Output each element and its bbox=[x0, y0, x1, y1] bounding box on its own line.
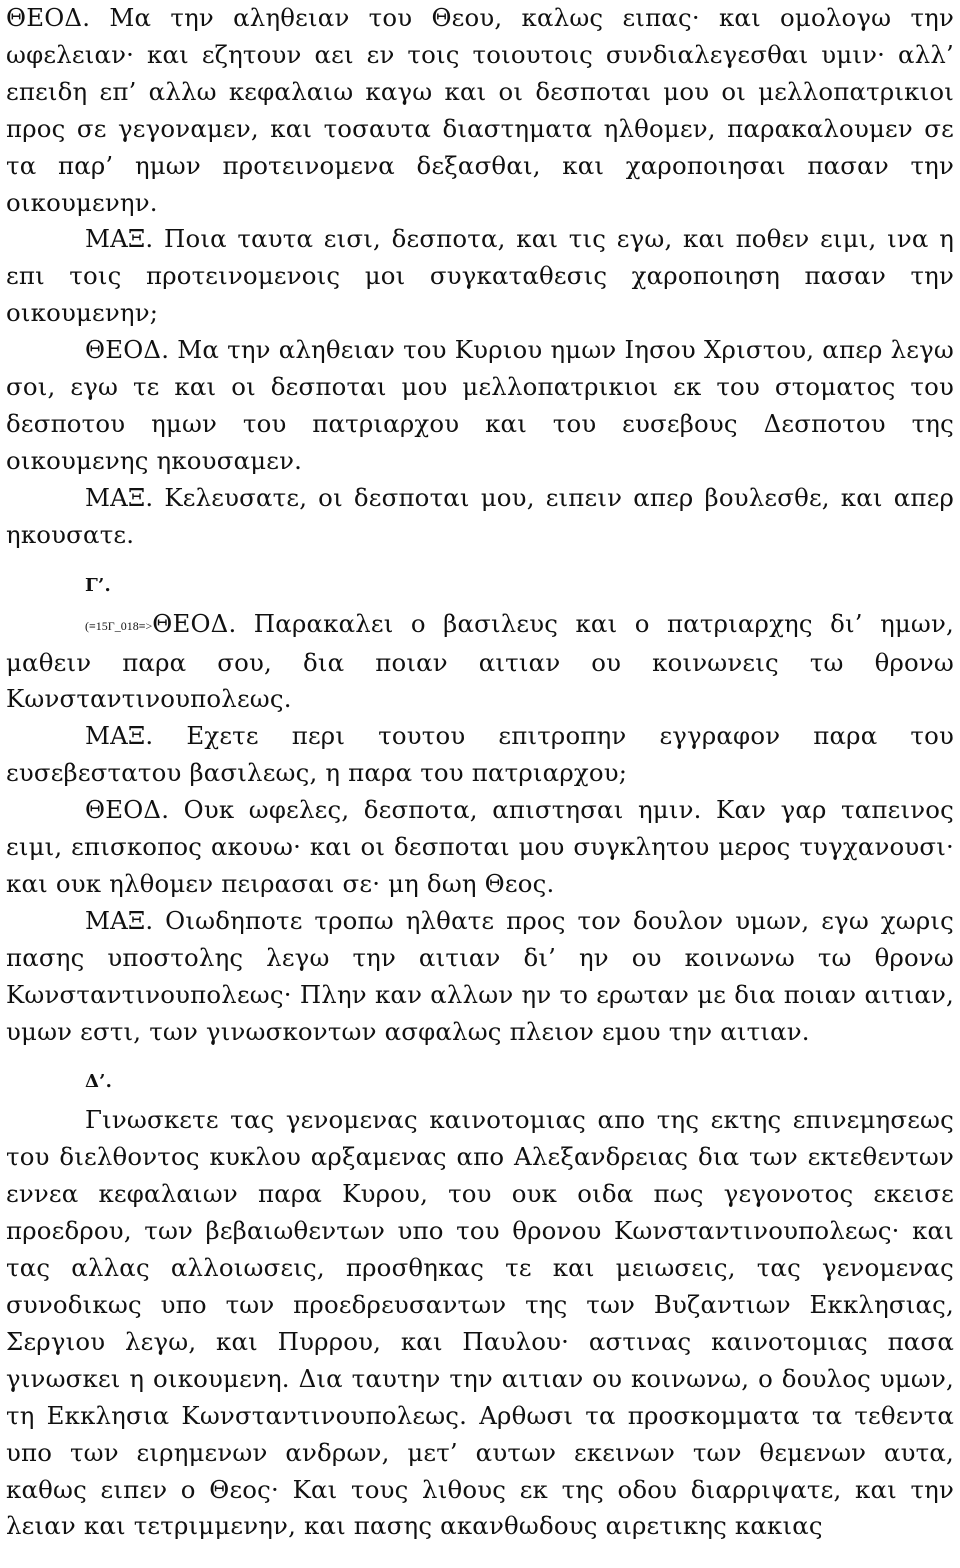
paragraph-text: Μα την αληθειαν του Κυριου ημων Ιησου Χριστου, απερ λεγω σοι, εγω τε και οι δεσποται μου μελλοπατρικιοι εκ του στοματος του δεσποτου ημων του πατριαρχου και του ευσεβους Δεσποτου της οικουμενης ηκουσαμεν. bbox=[6, 335, 954, 475]
speaker-label: ΘΕΟΔ. bbox=[85, 335, 170, 365]
page-marker: (≡15Γ_018≡> bbox=[85, 618, 153, 633]
speaker-label: ΜΑΞ. bbox=[85, 482, 154, 512]
speaker-label: ΜΑΞ. bbox=[85, 905, 154, 935]
paragraph-1 bbox=[6, 0, 954, 221]
section-mark-delta: Δ’. bbox=[85, 1071, 113, 1093]
paragraph-text: Ποια ταυτα εισι, δεσποτα, και τις εγω, και ποθεν ειμι, ινα η επι τοις προτεινομενοις μοι συγκαταθεσις χαροποιηση πασαν την οικουμενην; bbox=[6, 224, 955, 328]
paragraph-text: Κελευσατε, οι δεσποται μου, ειπειν απερ βουλεσθε, και απερ ηκουσατε. bbox=[6, 482, 954, 549]
section-spacer bbox=[6, 554, 954, 576]
paragraph-2 bbox=[6, 221, 954, 332]
speaker-label: ΜΑΞ. bbox=[85, 224, 154, 254]
paragraph-text: Παρακαλει ο βασιλευς και ο πατριαρχης δι’ ημων, μαθειν παρα σου, δια ποιαν αιτιαν ου κοινωνεις τω θρονω Κωνσταντινουπολεως. bbox=[6, 608, 954, 714]
paragraph-3 bbox=[6, 332, 954, 480]
document-page bbox=[6, 0, 954, 1545]
paragraph-text: Μα την αληθειαν του Θεου, καλως ειπας· και ομολογω την ωφελειαν· και εζητουν αει εν τοις τοιουτοις συνδιαλεγεσθαι υμιν· αλλ’ επειδη επ’ αλλω κεφαλαιω καγω και οι δεσποται μου οι μελλοπατρικιοι προς σε γεγοναμεν, και τοσαυτα διαστηματα ηλθομεν, παρακαλουμεν σε τα παρ’ ημων προτεινομενα δεξασθαι, και χαροποιησαι πασαν την οικουμενην. bbox=[6, 3, 955, 217]
paragraph-8 bbox=[6, 903, 954, 1051]
paragraph-4 bbox=[6, 480, 954, 554]
speaker-label: ΘΕΟΔ. bbox=[6, 3, 91, 32]
speaker-label: ΘΕΟΔ. bbox=[152, 608, 237, 638]
speaker-label: ΜΑΞ. bbox=[85, 721, 154, 751]
paragraph-7 bbox=[6, 792, 954, 903]
section-mark-gamma: Γ’. bbox=[85, 574, 111, 596]
paragraph-9: Γινωσκετε τας γενομενας καινοτομιας απο της εκτης επινεμησεως του διελθοντος κυκλου αρξαμενας απο Αλεξανδρειας δια των εκτεθεντων εννεα κεφαλαιων παρα Κυρου, του ουκ οιδα πως γεγονοτος εκεισε προεδρου, των βεβαιωθεντων υπο του θρονου Κωνσταντινουπολεως· και τας αλλας αλλοιωσεις, προσθηκας τε και μειωσεις, τας γενομενας συνοδικως υπο των προεδρευσαντων της των Βυζαντιων Εκκλησιας, Σεργιου λεγω, και Πυρρου, και Παυλου· αστινας καινοτομιας πασα γινωσκει η οικουμενη. Δια ταυτην την αιτιαν ου κοινωνω, ο δουλος υμων, τη Εκκλησια Κωνσταντινουπολεως. Αρθωσι τα προσκομματα τα τεθεντα υπο των ειρημενων ανδρων, μετ’ αυτων εκεινων των θεμενων αυτα, καθως ειπεν ο Θεος· Και τους λιθους εκ της οδου διαρριψατε, και την λειαν και τετριμμενην, και πασης ακανθωδους αιρετικης κακιας bbox=[6, 1105, 954, 1541]
section-spacer bbox=[6, 1050, 954, 1072]
paragraph-6 bbox=[6, 718, 954, 792]
section-spacer bbox=[6, 1092, 954, 1102]
speaker-label: ΘΕΟΔ. bbox=[85, 795, 170, 825]
paragraph-text: Εχετε περι τουτου επιτροπην εγγραφον παρα του ευσεβεστατου βασιλεως, η παρα του πατριαρχου; bbox=[6, 721, 955, 788]
section-spacer bbox=[6, 596, 954, 606]
paragraph-5 bbox=[6, 606, 954, 719]
paragraph-text: Οιωδηποτε τροπω ηλθατε προς τον δουλον υμων, εγω χωρις πασης υποστολης λεγω την αιτιαν δι’ ην ου κοινωνω τω θρονω Κωνσταντινουπολεως· Πλην καν αλλων ην το ερωταν με δια ποιαν αιτιαν, υμων εστι, των γινωσκοντων ασφαλως πλειον εμου την αιτιαν. bbox=[6, 905, 954, 1046]
paragraph-text: Ουκ ωφελες, δεσποτα, απιστησαι ημιν. Καν γαρ ταπεινος ειμι, επισκοπος ακουω· και οι δεσποται μου συγκλητου μερος τυγχανουσι· και ουκ ηλθομεν πειρασαι σε· μη δωη Θεος. bbox=[6, 795, 955, 898]
